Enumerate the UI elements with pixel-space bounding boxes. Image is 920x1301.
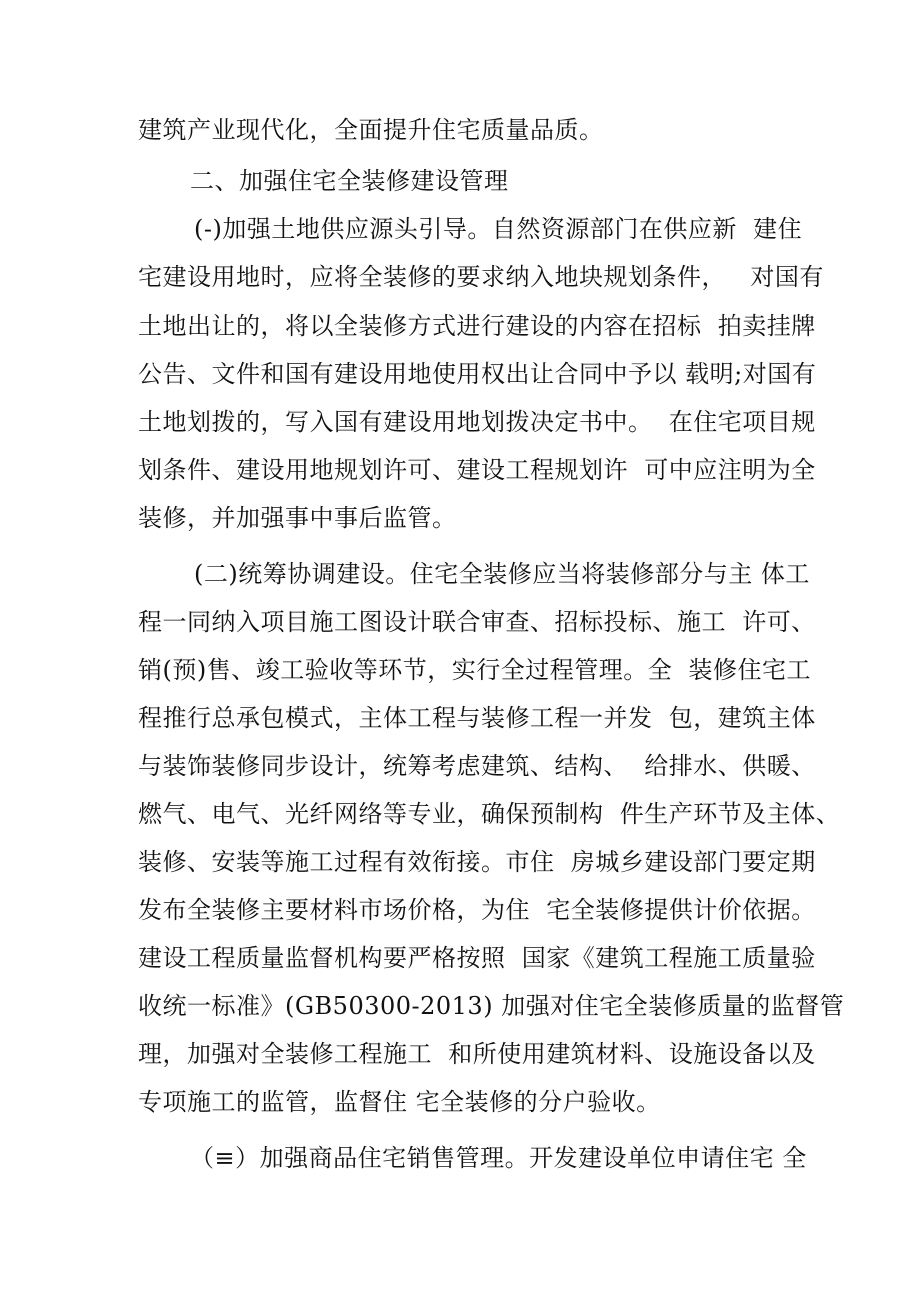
body-text-line: 与装饰装修同步设计，统筹考虑建筑、结构、 给排水、供暖、 — [138, 752, 816, 780]
body-text-line: 宅建设用地时，应将全装修的要求纳入地块规划条件， 对国有 — [138, 263, 824, 291]
body-text-line: 土地划拨的，写入国有建设用地划拨决定书中。 在住宅项目规 — [138, 408, 816, 436]
body-text-line: 建设工程质量监督机构要严格按照 国家《建筑工程施工质量验 — [138, 944, 816, 972]
section-heading: 二、加强住宅全装修建设管理 — [190, 167, 509, 195]
body-text-line: 发布全装修主要材料市场价格，为住 宅全装修提供计价依据。 — [138, 896, 816, 924]
body-text-line: 燃气、电气、光纤网络等专业，确保预制构 件生产环节及主体、 — [138, 800, 841, 828]
body-text-line: 程推行总承包模式，主体工程与装修工程一并发 包，建筑主体 — [138, 704, 816, 732]
body-text-line: （≡）加强商品住宅销售管理。开发建设单位申请住宅 全 — [190, 1144, 807, 1172]
body-text-line: (二)统筹协调建设。住宅全装修应当将装修部分与主 体工 — [194, 560, 810, 588]
body-text-line: 理，加强对全装修工程施工 和所使用建筑材料、设施设备以及 — [138, 1040, 816, 1068]
body-text-line: 程一同纳入项目施工图设计联合审查、招标投标、施工 许可、 — [138, 608, 816, 636]
body-text-line: 划条件、建设用地规划许可、建设工程规划许 可中应注明为全 — [138, 456, 816, 484]
body-text-line: 建筑产业现代化，全面提升住宅质量品质。 — [138, 116, 604, 144]
body-text-line: (-)加强土地供应源头引导。自然资源部门在供应新 建住 — [194, 215, 803, 243]
body-text-line: 土地出让的，将以全装修方式进行建设的内容在招标 拍卖挂牌 — [138, 312, 816, 340]
body-text-line: 公告、文件和国有建设用地使用权出让合同中予以 载明;对国有 — [138, 360, 817, 388]
body-text-line: 装修、安装等施工过程有效衔接。市住 房城乡建设部门要定期 — [138, 848, 816, 876]
body-text-line: 销(预)售、竣工验收等环节，实行全过程管理。全 装修住宅工 — [138, 656, 811, 684]
body-text-line: 装修，并加强事中事后监管。 — [138, 504, 457, 532]
body-text-line: 收统一标准》(GB50300-2013) 加强对住宅全装修质量的监督管 — [138, 992, 845, 1020]
body-text-line: 专项施工的监管，监督住 宅全装修的分户验收。 — [138, 1088, 661, 1116]
